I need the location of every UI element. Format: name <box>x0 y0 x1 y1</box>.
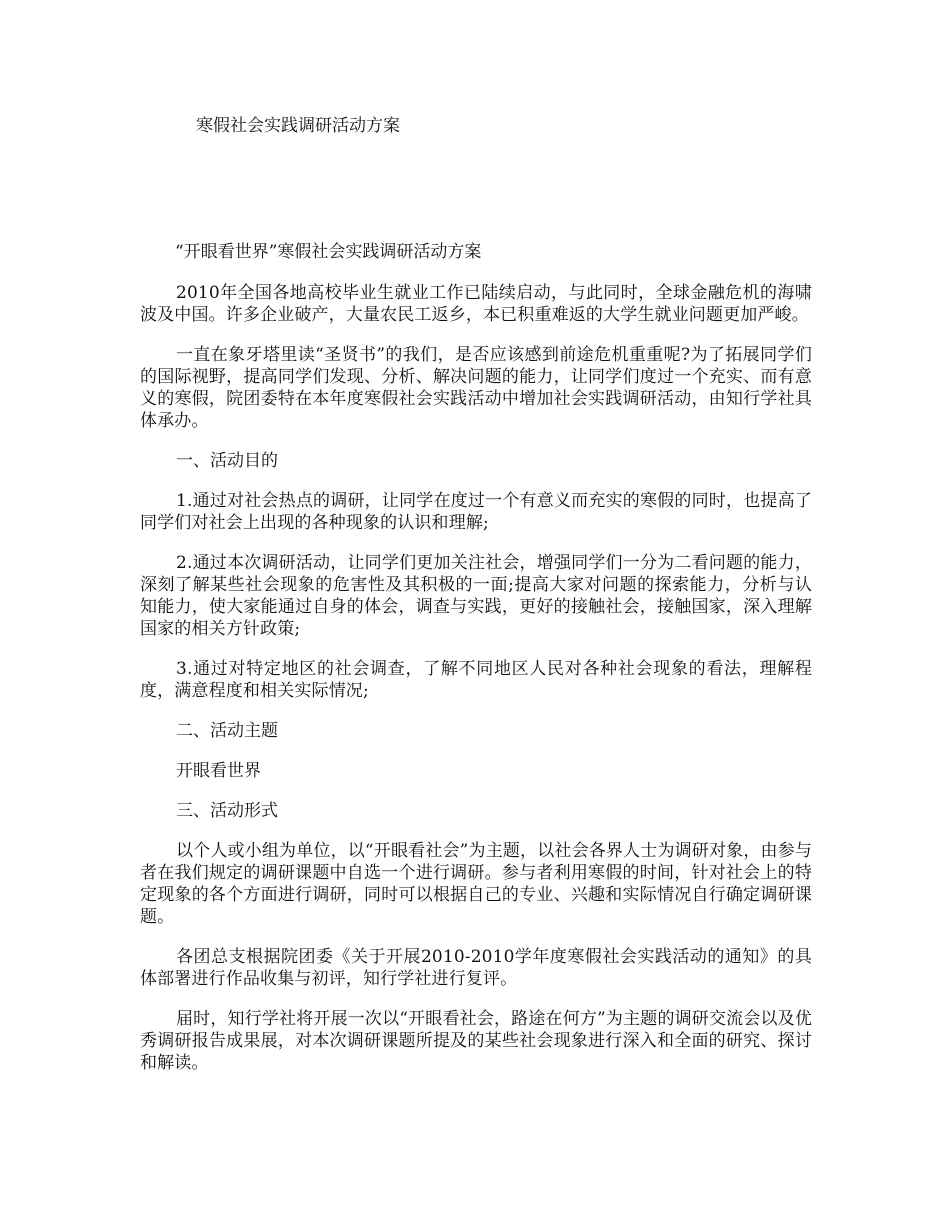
theme-text: 开眼看世界 <box>176 761 261 781</box>
section-heading-purpose: 一、活动目的 <box>176 451 278 471</box>
format-paragraph-3: 届时，知行学社将开展一次以“开眼看社会，路途在何方”为主题的调研交流会以及优秀调研报告成果展，对本次调研课题所提及的某些社会现象进行深入和全面的研究、探讨和解读。 <box>140 1009 812 1073</box>
purpose-item-1: 1.通过对社会热点的调研，让同学在度过一个有意义而充实的寒假的同时，也提高了同学们对社会上出现的各种现象的认识和理解; <box>140 491 812 533</box>
document-body <box>140 240 812 1092</box>
intro-paragraph-2: 一直在象牙塔里读“圣贤书”的我们，是否应该感到前途危机重重呢?为了拓展同学们的国际视野，提高同学们发现、分析、解决问题的能力，让同学们度过一个充实、而有意义的寒假，院团委特在本年度寒假社会实践活动中增加社会实践调研活动，由知行学社具体承办。 <box>140 345 812 431</box>
intro-paragraph-1: 2010年全国各地高校毕业生就业工作已陆续启动，与此同时，全球金融危机的海啸波及中国。许多企业破产，大量农民工返乡，本已积重难返的大学生就业问题更加严峻。 <box>140 283 812 325</box>
purpose-item-3: 3.通过对特定地区的社会调查，了解不同地区人民对各种社会现象的看法，理解程度，满意程度和相关实际情况; <box>140 659 812 701</box>
purpose-item-2: 2.通过本次调研活动，让同学们更加关注社会，增强同学们一分为二看问题的能力，深刻了解某些社会现象的危害性及其积极的一面;提高大家对问题的探索能力，分析与认知能力，使大家能通过自身的体会，调查与实践，更好的接触社会，接触国家，深入理解国家的相关方针政策; <box>140 553 812 639</box>
format-paragraph-2: 各团总支根据院团委《关于开展2010-2010学年度寒假社会实践活动的通知》的具体部署进行作品收集与初评，知行学社进行复评。 <box>140 947 812 989</box>
section-heading-format: 三、活动形式 <box>176 801 278 821</box>
document-title: 寒假社会实践调研活动方案 <box>196 116 400 136</box>
format-paragraph-1: 以个人或小组为单位，以“开眼看社会”为主题，以社会各界人士为调研对象，由参与者在我们规定的调研课题中自选一个进行调研。参与者利用寒假的时间，针对社会上的特定现象的各个方面进行调研，同时可以根据自己的专业、兴趣和实际情况自行确定调研课题。 <box>140 841 812 927</box>
article-heading: “开眼看世界”寒假社会实践调研活动方案 <box>175 242 482 262</box>
section-heading-theme: 二、活动主题 <box>176 721 278 741</box>
